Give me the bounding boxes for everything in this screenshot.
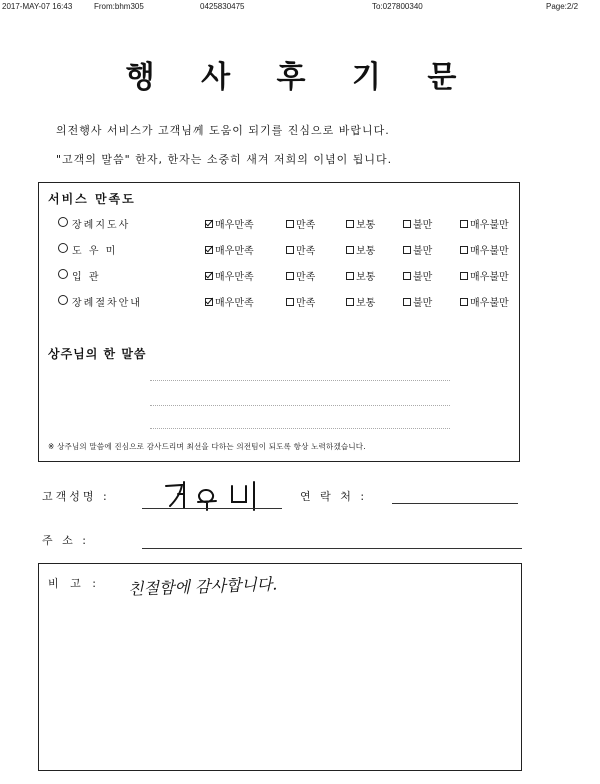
satisfaction-row-label: 입 관 [72,272,101,283]
remarks-box [38,563,522,771]
satisfaction-option[interactable] [346,216,375,231]
bullet-circle-icon [58,217,68,227]
customer-name-label: 고객성명 : [42,490,110,503]
satisfaction-option-label: 보통 [356,246,376,257]
comment-line [150,380,450,381]
page-title: 행 사 후 기 문 [125,60,475,95]
bullet-circle-icon [58,295,68,305]
satisfaction-option[interactable] [403,268,432,283]
checkbox-icon[interactable] [346,220,354,228]
satisfaction-option-label: 불만 [413,298,433,309]
satisfaction-option[interactable] [460,242,509,257]
satisfaction-option-label: 불만 [413,246,433,257]
satisfaction-option[interactable] [286,216,315,231]
satisfaction-option[interactable] [403,242,432,257]
satisfaction-option[interactable] [346,268,375,283]
fax-to: To:027800340 [372,2,423,11]
checkbox-icon[interactable] [346,272,354,280]
owner-comment-note: ※ 상주님의 말씀에 진심으로 감사드리며 최선을 다하는 의전팀이 되도록 항상 노력하겠습니다. [48,442,366,451]
checkbox-icon[interactable] [403,220,411,228]
satisfaction-option-label: 매우만족 [215,246,254,257]
satisfaction-option[interactable] [205,294,254,309]
checkbox-icon[interactable] [403,298,411,306]
checkbox-icon[interactable] [460,272,468,280]
contact-label: 연 락 처 : [300,490,368,503]
checkbox-icon[interactable] [286,272,294,280]
satisfaction-option-label: 만족 [296,298,316,309]
checkbox-icon[interactable] [460,246,468,254]
checkbox-icon[interactable] [286,298,294,306]
satisfaction-option[interactable] [286,294,315,309]
fax-from: From:bhm305 [94,2,144,11]
address-underline [142,548,522,549]
satisfaction-title: 서비스 만족도 [48,192,136,206]
satisfaction-option-label: 보통 [356,272,376,283]
satisfaction-row-label: 장례절차안내 [72,298,142,309]
checkbox-icon[interactable] [205,220,213,228]
bullet-circle-icon [58,269,68,279]
checkbox-icon[interactable] [460,220,468,228]
satisfaction-option-label: 만족 [296,246,316,257]
intro-line-1: 의전행사 서비스가 고객님께 도움이 되기를 진심으로 바랍니다. [56,124,390,137]
checkbox-icon[interactable] [460,298,468,306]
satisfaction-option[interactable] [205,216,254,231]
checkbox-icon[interactable] [403,246,411,254]
satisfaction-option[interactable] [346,294,375,309]
satisfaction-row [0,294,520,312]
satisfaction-row [0,268,520,286]
satisfaction-option[interactable] [403,294,432,309]
checkbox-icon[interactable] [286,246,294,254]
satisfaction-option[interactable] [460,216,509,231]
address-label: 주 소 : [42,534,89,547]
satisfaction-option[interactable] [403,216,432,231]
satisfaction-row [0,216,520,234]
satisfaction-option[interactable] [460,294,509,309]
satisfaction-row-label: 장례지도사 [72,220,131,231]
bullet-circle-icon [58,243,68,253]
satisfaction-option-label: 매우불만 [470,298,509,309]
name-underline [142,508,282,509]
satisfaction-option-label: 보통 [356,298,376,309]
fax-phone: 0425830475 [200,2,245,11]
satisfaction-option[interactable] [460,268,509,283]
satisfaction-option[interactable] [346,242,375,257]
fax-datetime: 2017-MAY-07 16:43 [2,2,73,11]
satisfaction-row-label: 도 우 미 [72,246,118,257]
satisfaction-option-label: 매우불만 [470,246,509,257]
satisfaction-option[interactable] [205,268,254,283]
contact-underline [392,503,518,504]
satisfaction-option-label: 불만 [413,272,433,283]
remarks-value: 친절함에 감사합니다. [127,574,278,599]
satisfaction-option-label: 만족 [296,272,316,283]
comment-line [150,405,450,406]
checkbox-icon[interactable] [346,246,354,254]
satisfaction-option-label: 매우만족 [215,272,254,283]
checkbox-icon[interactable] [205,298,213,306]
checkbox-icon[interactable] [286,220,294,228]
checkbox-icon[interactable] [403,272,411,280]
comment-line [150,428,450,429]
satisfaction-option-label: 매우불만 [470,220,509,231]
intro-line-2: "고객의 말씀" 한자, 한자는 소중히 새겨 저희의 이념이 됩니다. [56,153,393,166]
satisfaction-option-label: 매우만족 [215,298,254,309]
satisfaction-option-label: 보통 [356,220,376,231]
checkbox-icon[interactable] [205,246,213,254]
satisfaction-option[interactable] [205,242,254,257]
fax-header [0,0,600,14]
satisfaction-option-label: 불만 [413,220,433,231]
satisfaction-row [0,242,520,260]
satisfaction-option-label: 매우만족 [215,220,254,231]
satisfaction-option-label: 만족 [296,220,316,231]
satisfaction-option-label: 매우불만 [470,272,509,283]
satisfaction-option[interactable] [286,268,315,283]
satisfaction-option[interactable] [286,242,315,257]
checkbox-icon[interactable] [205,272,213,280]
owner-comment-title: 상주님의 한 말씀 [48,347,147,361]
fax-page: Page:2/2 [546,2,579,11]
checkbox-icon[interactable] [346,298,354,306]
remarks-label: 비 고 : [48,577,100,590]
